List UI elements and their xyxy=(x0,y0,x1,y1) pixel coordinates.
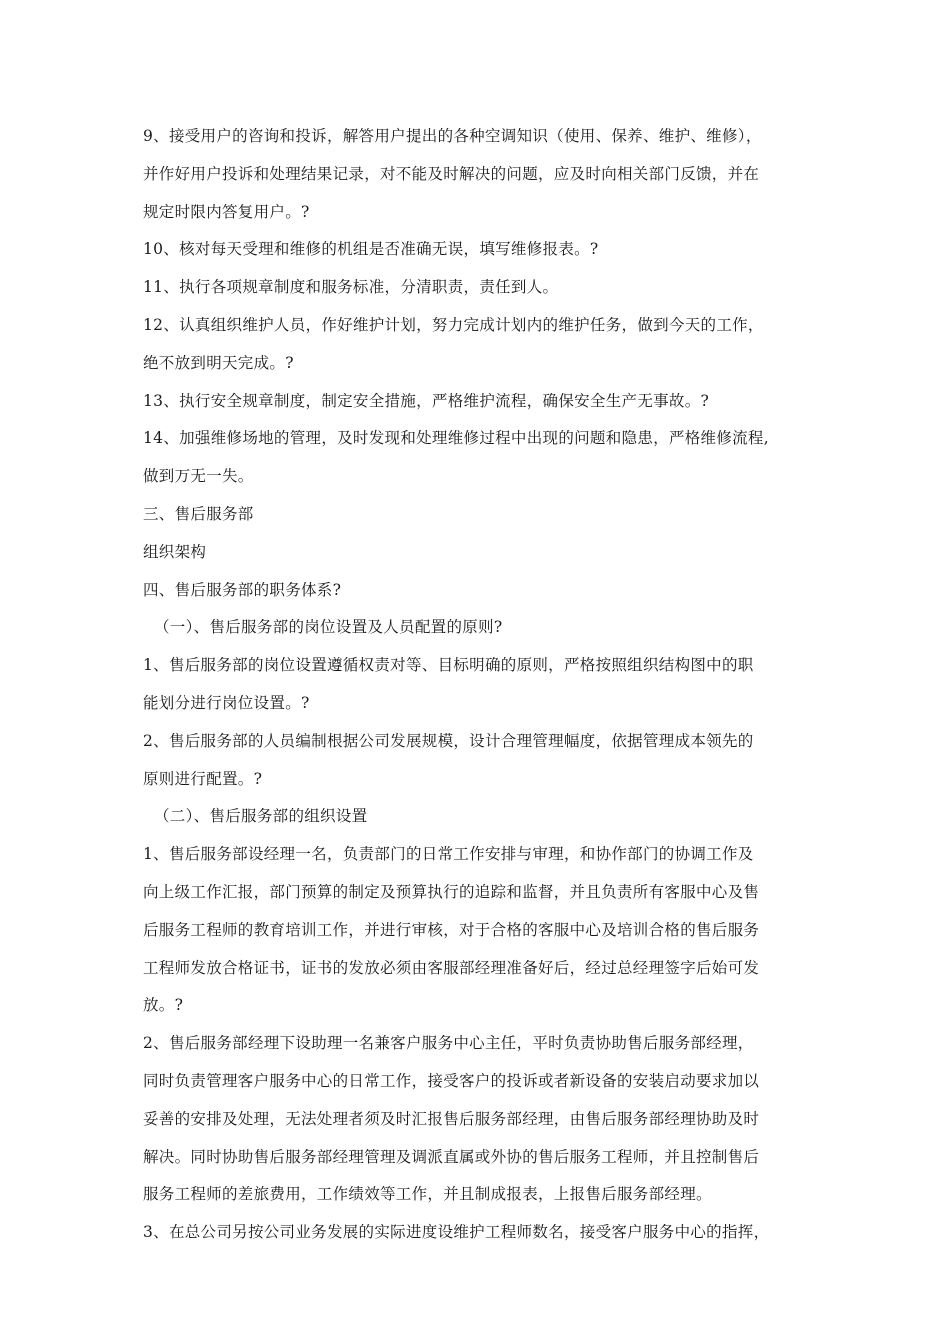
text-line: 向上级工作汇报，部门预算的制定及预算执行的追踪和监督，并且负责所有客服中心及售 xyxy=(143,882,760,901)
text-line: 同时负责管理客户服务中心的日常工作，接受客户的投诉或者新设备的安装启动要求加以 xyxy=(143,1071,760,1090)
text-line: 并作好用户投诉和处理结果记录，对不能及时解决的问题，应及时向相关部门反馈，并在 xyxy=(143,164,760,183)
text-line: 11、执行各项规章制度和服务标准，分清职责，责任到人。 xyxy=(143,278,559,297)
document-body xyxy=(143,118,813,1252)
text-line: 14、加强维修场地的管理，及时发现和处理维修过程中出现的问题和隐患，严格维修流程, xyxy=(143,429,769,448)
text-line: 能划分进行岗位设置。? xyxy=(143,693,310,712)
text-line: 解决。同时协助售后服务部经理管理及调派直属或外协的售后服务工程师，并且控制售后 xyxy=(143,1147,760,1166)
section-heading: 三、售后服务部 xyxy=(143,504,254,523)
subheading: 组织架构 xyxy=(143,542,207,561)
text-line: 做到万无一失。 xyxy=(143,467,254,486)
text-line: 放。? xyxy=(143,996,184,1015)
text-line: 工程师发放合格证书，证书的发放必须由客服部经理准备好后，经过总经理签字后始可发 xyxy=(143,958,760,977)
text-line: 1、售后服务部的岗位设置遵循权责对等、目标明确的原则，严格按照组织结构图中的职 xyxy=(143,656,754,675)
subsection-heading: （二）、售后服务部的组织设置 xyxy=(154,807,368,826)
text-line: 9、接受用户的咨询和投诉，解答用户提出的各种空调知识（使用、保养、维护、维修）， xyxy=(143,127,762,145)
text-line: 2、售后服务部的人员编制根据公司发展规模，设计合理管理幅度，依据管理成本领先的 xyxy=(143,731,754,750)
text-line: 绝不放到明天完成。? xyxy=(143,353,294,372)
subsection-heading: （一）、售后服务部的岗位设置及人员配置的原则? xyxy=(154,618,503,637)
text-line: 规定时限内答复用户。? xyxy=(143,202,310,221)
text-line: 2、售后服务部经理下设助理一名兼客户服务中心主任，平时负责协助售后服务部经理， xyxy=(143,1034,754,1053)
section-heading: 四、售后服务部的职务体系? xyxy=(143,580,342,599)
text-line: 13、执行安全规章制度，制定安全措施，严格维护流程，确保安全生产无事故。? xyxy=(143,391,710,410)
text-line: 3、在总公司另按公司业务发展的实际进度设维护工程师数名，接受客户服务中心的指挥， xyxy=(143,1223,770,1242)
text-line: 后服务工程师的教育培训工作，并进行审核，对于合格的客服中心及培训合格的售后服务 xyxy=(143,920,760,939)
text-line: 1、售后服务部设经理一名，负责部门的日常工作安排与审理，和协作部门的协调工作及 xyxy=(143,845,754,864)
text-line: 12、认真组织维护人员，作好维护计划，努力完成计划内的维护任务，做到今天的工作， xyxy=(143,315,764,334)
text-line: 原则进行配置。? xyxy=(143,769,263,788)
text-line: 妥善的安排及处理，无法处理者须及时汇报售后服务部经理，由售后服务部经理协助及时 xyxy=(143,1109,760,1128)
text-line: 10、核对每天受理和维修的机组是否准确无误，填写维修报表。? xyxy=(143,240,599,259)
text-line: 服务工程师的差旅费用，工作绩效等工作，并且制成报表，上报售后服务部经理。 xyxy=(143,1185,712,1204)
